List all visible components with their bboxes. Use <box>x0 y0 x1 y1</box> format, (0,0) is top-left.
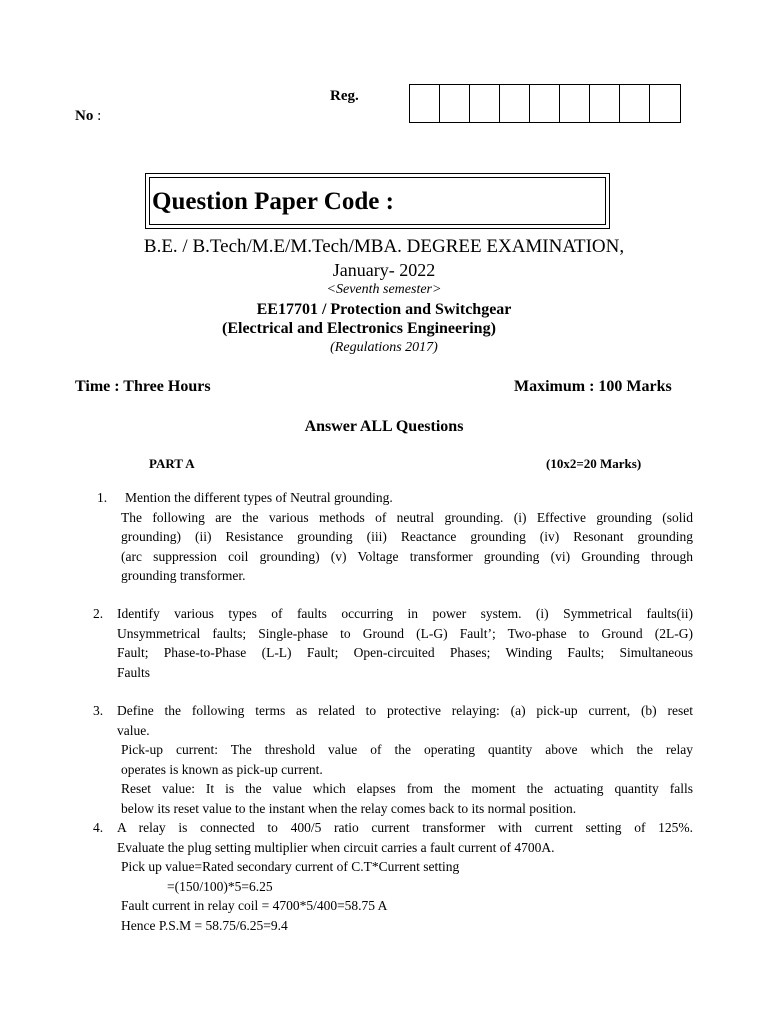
question-text: A relay is connected to 400/5 ratio current transformer with current setting of 125%. <box>117 820 693 835</box>
degree-title: B.E. / B.Tech/M.E/M.Tech/MBA. DEGREE EXAMINATION, <box>143 236 625 257</box>
reg-box <box>530 85 560 122</box>
question-number: 2. <box>93 606 104 621</box>
question-number: 1. <box>97 490 108 505</box>
reg-box <box>500 85 530 122</box>
reg-box <box>440 85 470 122</box>
no-label <box>75 108 101 125</box>
answer-line: below its reset value to the instant when the relay comes back to its normal position. <box>121 800 577 816</box>
question-number: 4. <box>93 820 104 835</box>
exam-month-year: January- 2022 <box>332 260 436 280</box>
regulations: (Regulations 2017) <box>330 340 438 355</box>
answer-line: Pick up value=Rated secondary current of C.T*Current setting <box>121 859 460 874</box>
answer-line: Hence P.S.M = 58.75/6.25=9.4 <box>121 917 288 933</box>
semester: <Seventh semester> <box>326 282 442 297</box>
answer-line: grounding transformer. <box>121 568 246 583</box>
reg-box <box>620 85 650 122</box>
question-text: Faults <box>117 664 151 680</box>
question-text: Fault; Phase-to-Phase (L-L) Fault; Open-circuited Phases; Winding Faults; Simultaneous <box>117 645 693 660</box>
answer-line: The following are the various methods of neutral grounding. (i) Effective grounding (solid <box>121 509 693 525</box>
part-marks: (10x2=20 Marks) <box>546 456 642 471</box>
reg-box <box>590 85 620 122</box>
exam-time: Time : Three Hours <box>75 378 211 395</box>
answer-line: operates is known as pick-up current. <box>121 761 323 777</box>
answer-line: (arc suppression coil grounding) (v) Voltage transformer grounding (vi) Grounding through <box>121 548 693 564</box>
question-text: value. <box>117 722 150 738</box>
reg-box <box>560 85 590 122</box>
part-label: PART A <box>149 456 195 471</box>
answer-line: Pick-up current: The threshold value of the operating quantity above which the relay <box>121 742 693 757</box>
question-text: Identify various types of faults occurring in power system. (i) Symmetrical faults(ii) <box>117 606 693 621</box>
branch-title: (Electrical and Electronics Engineering) <box>222 320 496 337</box>
reg-number-boxes <box>409 84 681 123</box>
instruction: Answer ALL Questions <box>304 418 464 435</box>
no-label-text: No <box>75 108 94 124</box>
reg-box <box>410 85 440 122</box>
answer-line: Fault current in relay coil = 4700*5/400=58.75 A <box>121 898 388 913</box>
answer-line: =(150/100)*5=6.25 <box>167 878 273 894</box>
question-text: Evaluate the plug setting multiplier when circuit carries a fault current of 4700A. <box>117 839 555 855</box>
question-text: Define the following terms as related to protective relaying: (a) pick-up current, (b) reset <box>117 703 693 718</box>
max-marks: Maximum : 100 Marks <box>514 378 672 395</box>
answer-line: grounding) (ii) Resistance grounding (iii) Reactance grounding (iv) Resonant grounding <box>121 529 693 544</box>
no-colon: : <box>97 108 102 124</box>
reg-box <box>650 85 680 122</box>
question-paper-code-label: Question Paper Code : <box>152 188 394 215</box>
answer-line: Reset value: It is the value which elapses from the moment the actuating quantity falls <box>121 781 693 796</box>
question-text: Unsymmetrical faults; Single-phase to Ground (L-G) Fault’; Two-phase to Ground (2L-G) <box>117 625 693 641</box>
question-text: Mention the different types of Neutral grounding. <box>125 490 393 505</box>
reg-label: Reg. <box>330 88 359 104</box>
question-number: 3. <box>93 703 104 718</box>
course-title: EE17701 / Protection and Switchgear <box>256 301 512 318</box>
reg-box <box>470 85 500 122</box>
